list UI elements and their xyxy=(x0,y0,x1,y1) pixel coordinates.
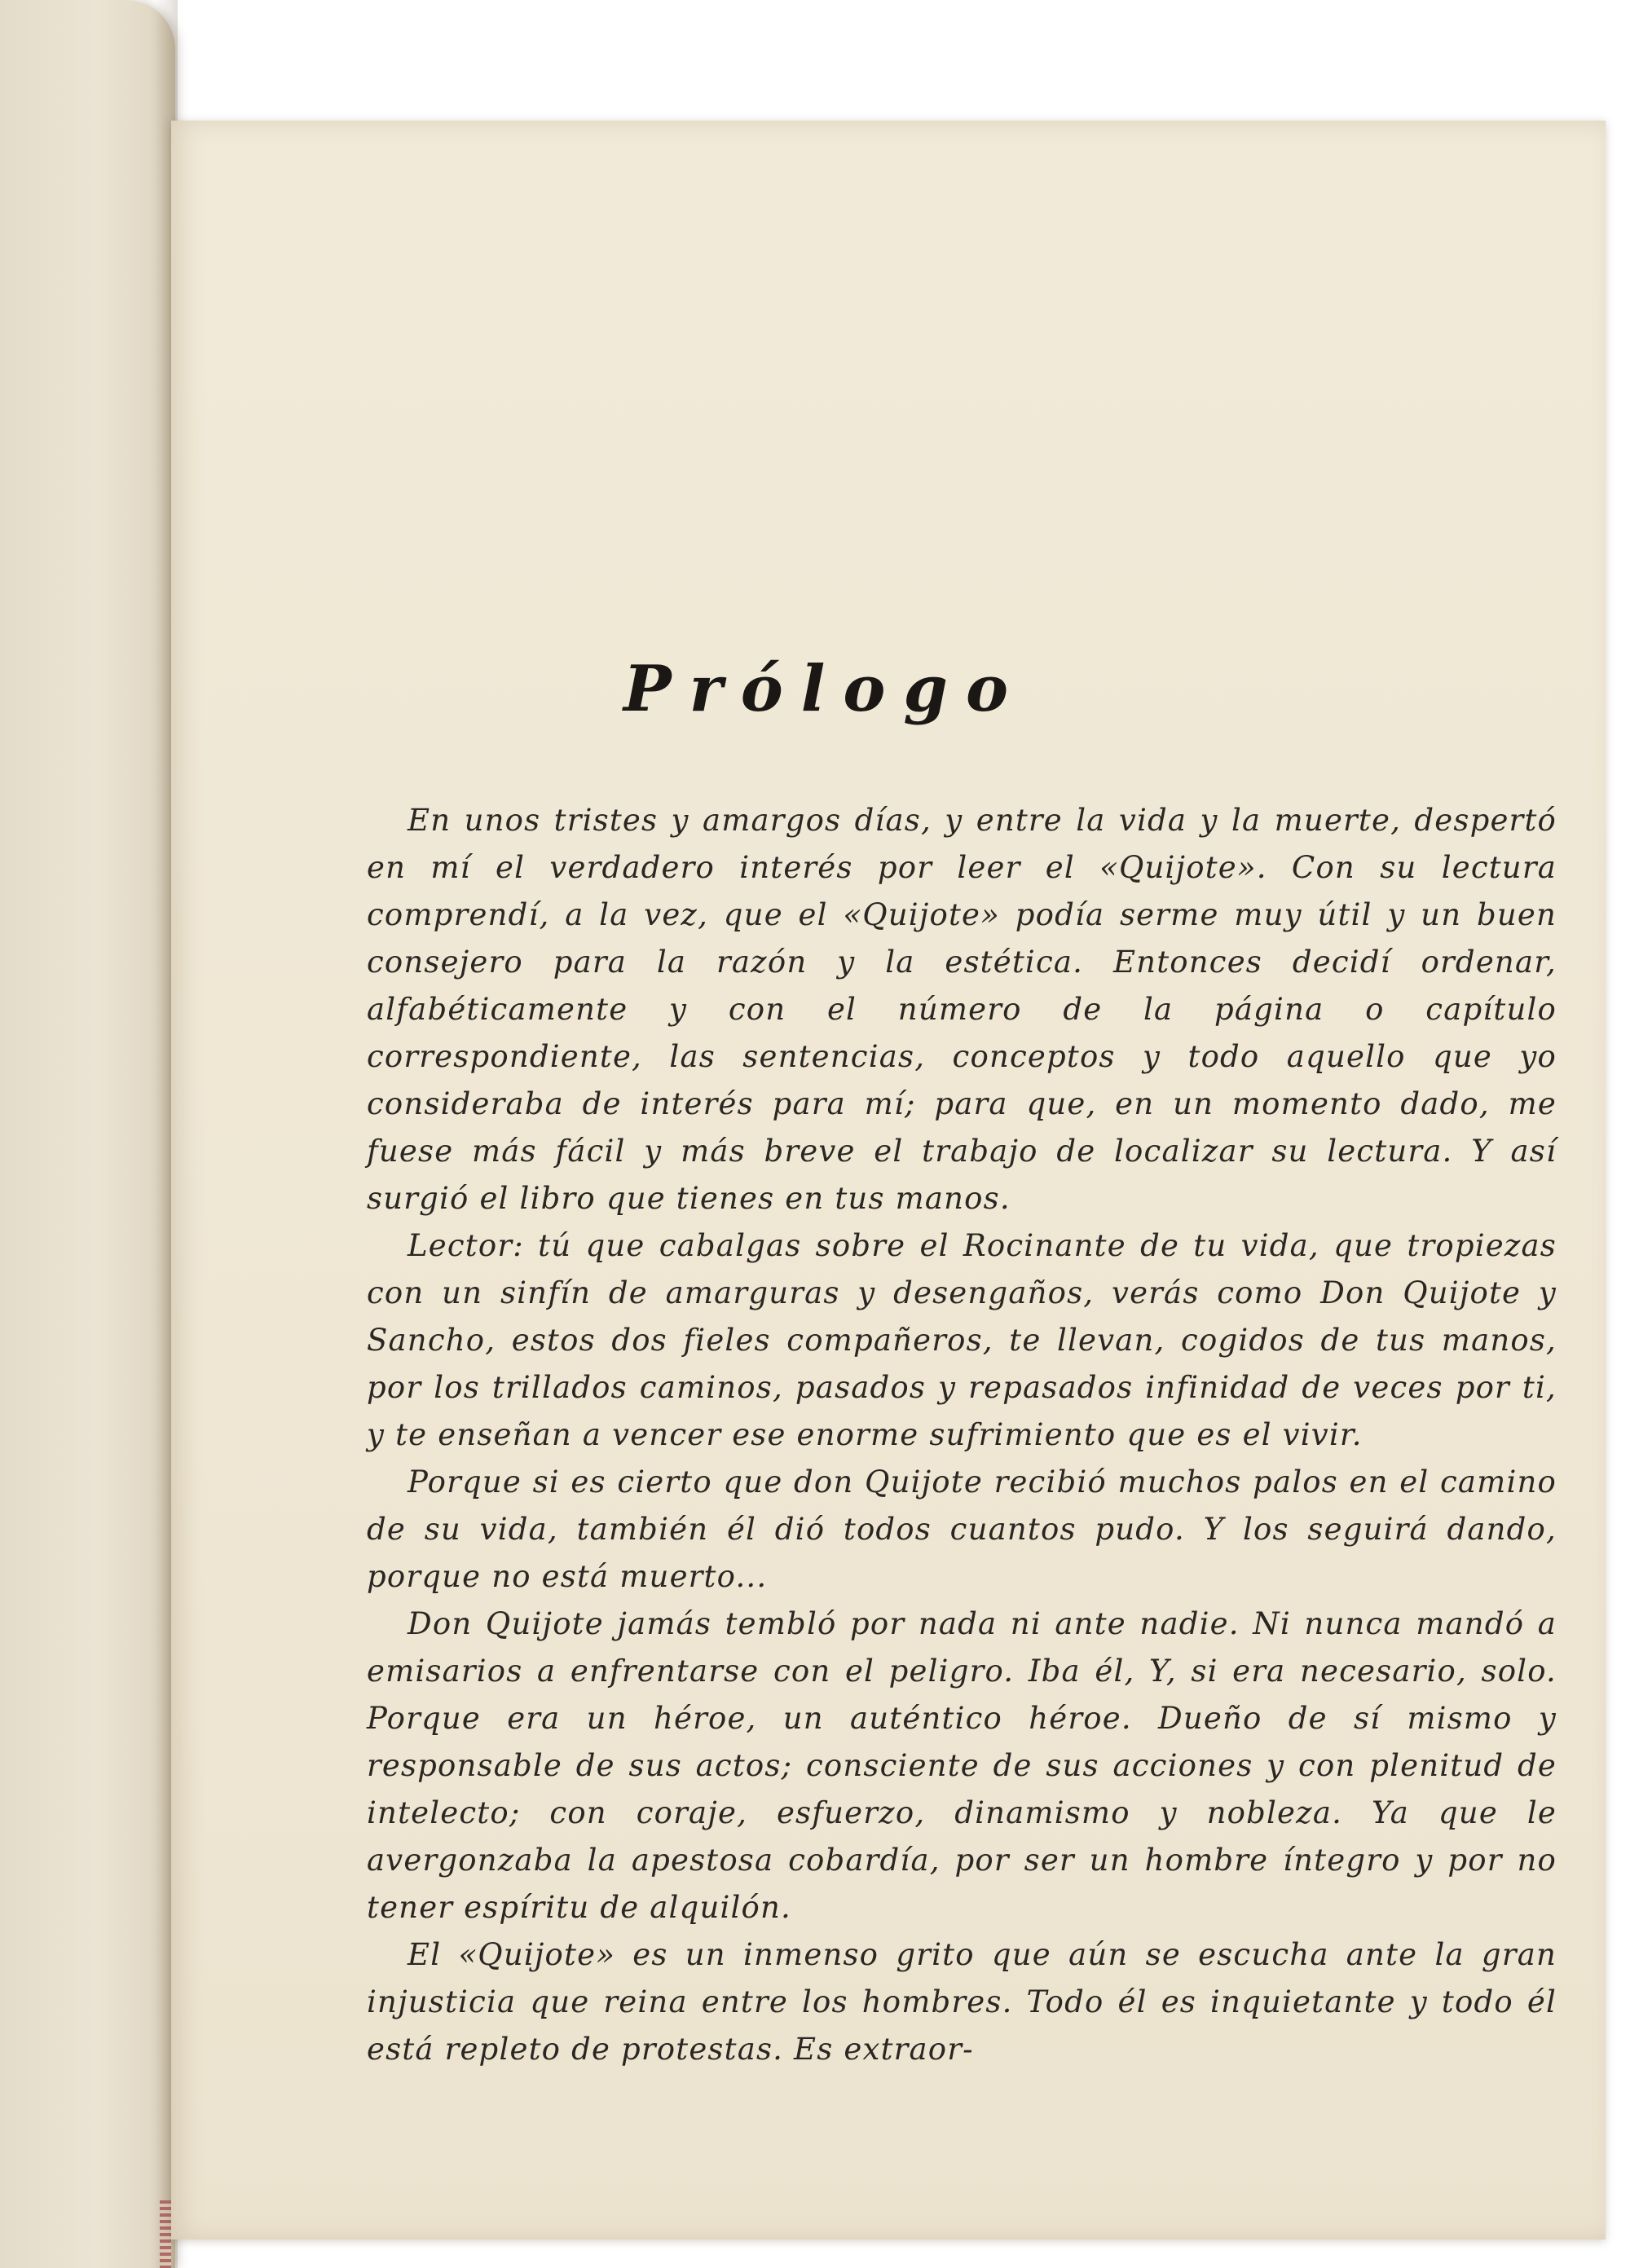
prologue-text xyxy=(367,797,1557,2073)
left-page xyxy=(0,0,175,2268)
paragraph-5: El «Quijote» es un inmenso grito que aún se escucha ante la gran injusticia que reina entre los hombres. Todo él es inquietante y todo él está repleto de protestas. Es extraor- xyxy=(367,1937,1557,2067)
paragraph-2: Lector: tú que cabalgas sobre el Rocinante de tu vida, que tropiezas con un sinfín de amarguras y desengaños, verás como Don Quijote y Sancho, estos dos fieles compañeros, te llevan, cogidos de tus manos, por los trillados caminos, pasados y repasados infinidad de veces por ti, y te enseñan a vencer ese enorme sufrimiento que es el vivir. xyxy=(367,1228,1557,1452)
chapter-title: Prólogo xyxy=(623,652,1026,726)
right-page xyxy=(171,121,1606,2239)
spine-binding-threads xyxy=(160,2200,171,2268)
paragraph-1: En unos tristes y amargos días, y entre la vida y la muerte, despertó en mí el verdadero interés por leer el «Quijote». Con su lectura comprendí, a la vez, que el «Quijote» podía serme muy útil y un buen consejero para la razón y la estética. Entonces decidí ordenar, alfabéticamente y con el número de la página o capítulo correspondiente, las sentencias, conceptos y todo aquello que yo consideraba de interés para mí; para que, en un momento dado, me fuese más fácil y más breve el trabajo de localizar su lectura. Y así surgió el libro que tienes en tus manos. xyxy=(367,803,1557,1216)
paragraph-4: Don Quijote jamás tembló por nada ni ante nadie. Ni nunca mandó a emisarios a enfrentarse con el peligro. Iba él, Y, si era necesario, solo. Porque era un héroe, un auténtico héroe. Dueño de sí mismo y responsable de sus actos; consciente de sus acciones y con plenitud de intelecto; con coraje, esfuerzo, dinamismo y nobleza. Ya que le avergonzaba la apestosa cobardía, por ser un hombre íntegro y por no tener espíritu de alquilón. xyxy=(367,1606,1557,1925)
paragraph-3: Porque si es cierto que don Quijote recibió muchos palos en el camino de su vida, también él dió todos cuantos pudo. Y los seguirá dando, porque no está muerto... xyxy=(367,1464,1557,1594)
